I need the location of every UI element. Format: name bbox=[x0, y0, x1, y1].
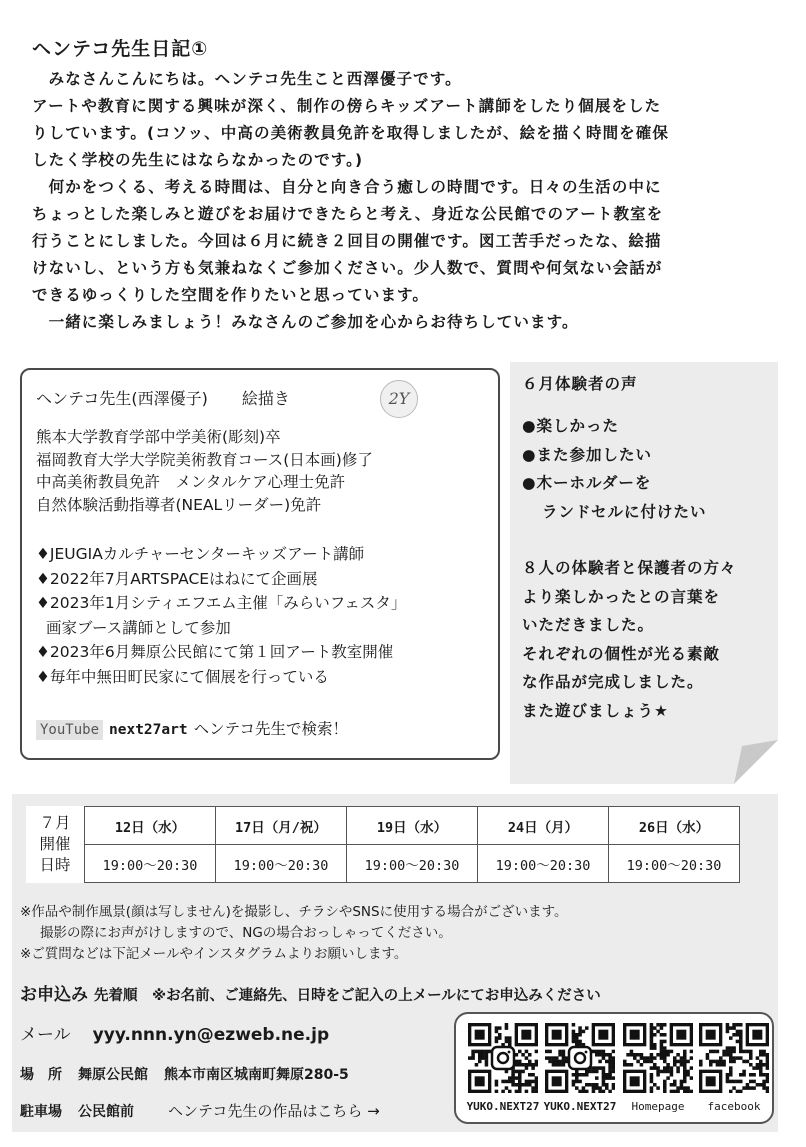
youtube-label: YouTube bbox=[36, 720, 103, 740]
profile-role: 絵描き bbox=[241, 389, 290, 408]
parking-label: 駐車場 bbox=[20, 1104, 62, 1120]
credential-item: 福岡教育大学大学院美術教育コース(日本画)修了 bbox=[36, 450, 373, 469]
voices-message-line: な作品が完成しました。 bbox=[522, 673, 704, 691]
photo-note-sub: 撮影の際にお声がけしますので、NGの場合おっしゃってください。 bbox=[40, 925, 452, 941]
parking-row bbox=[20, 1100, 380, 1121]
profile-box bbox=[20, 368, 500, 760]
signature-stamp: 2Y bbox=[380, 380, 418, 418]
career-item: ♦毎年中無田町民家にて個展を行っている bbox=[36, 667, 329, 686]
qr-code-icon bbox=[699, 1023, 769, 1093]
qr-label: facebook bbox=[707, 1100, 761, 1113]
profile-name: ヘンテコ先生(西澤優子) bbox=[36, 389, 208, 408]
time-cell: 19:00～20:30 bbox=[347, 845, 478, 883]
qr-code-icon bbox=[545, 1023, 615, 1093]
schedule-area bbox=[12, 794, 778, 1132]
credential-item: 熊本大学教育学部中学美術(彫刻)卒 bbox=[36, 428, 281, 446]
intro-line: ちょっとした楽しみと遊びをお届けできたらと考え、身近な公民館でのアート教室を bbox=[32, 205, 664, 223]
month-label-line: 開催 bbox=[39, 835, 71, 853]
date-cell: 17日（月/祝） bbox=[216, 807, 347, 845]
career-list bbox=[36, 542, 406, 689]
career-item: ♦JEUGIAカルチャーセンターキッズアート講師 bbox=[36, 545, 365, 563]
voice-item: ランドセルに付けたい bbox=[542, 502, 707, 521]
email-row bbox=[20, 1020, 329, 1045]
voices-message-line: また遊びましょう★ bbox=[522, 701, 669, 720]
date-cell: 24日（月） bbox=[478, 807, 609, 845]
intro-line: けないし、という方も気兼ねなくご参加ください。少人数で、質問や何気ない会話が bbox=[32, 259, 663, 277]
credentials-list bbox=[36, 426, 373, 516]
intro-line: 一緒に楽しみましょう！みなさんのご参加を心からお待ちしています。 bbox=[32, 313, 579, 331]
youtube-row bbox=[36, 717, 348, 739]
works-text: ヘンテコ先生の作品はこちら → bbox=[168, 1102, 380, 1120]
application-instructions: ※お名前、ご連絡先、日時をご記入の上メールにてお申込みください bbox=[152, 988, 601, 1004]
qr-label: YUKO.NEXT27 bbox=[543, 1100, 617, 1113]
month-label bbox=[26, 807, 85, 883]
parking-location: 公民館前 bbox=[78, 1104, 134, 1120]
email-label: メール bbox=[20, 1025, 71, 1045]
date-cell: 19日（水） bbox=[347, 807, 478, 845]
venue-name: 舞原公民館 bbox=[78, 1067, 148, 1083]
voices-content bbox=[522, 372, 772, 725]
qr-code-homepage[interactable] bbox=[623, 1023, 693, 1093]
schedule-table bbox=[26, 806, 740, 883]
intro-line: みなさんこんにちは。ヘンテコ先生こと西澤優子です。 bbox=[32, 70, 462, 88]
date-cell: 12日（水） bbox=[85, 807, 216, 845]
time-cell: 19:00～20:30 bbox=[85, 845, 216, 883]
qr-panel bbox=[454, 1012, 774, 1124]
venue-row bbox=[20, 1064, 349, 1084]
application-title: お申込み bbox=[20, 985, 88, 1005]
intro-text bbox=[32, 66, 772, 336]
application-order: 先着順 bbox=[94, 988, 138, 1004]
voice-item: ●楽しかった bbox=[522, 417, 620, 435]
profile-header bbox=[36, 386, 290, 409]
email-address-link[interactable]: yyy.nnn.yn@ezweb.ne.jp bbox=[92, 1025, 330, 1045]
venue-label: 場 所 bbox=[20, 1067, 62, 1083]
youtube-search-text: ヘンテコ先生で検索！ bbox=[193, 720, 348, 738]
voices-message-line: ８人の体験者と保護者の方々 bbox=[522, 559, 737, 577]
voices-box bbox=[510, 362, 778, 784]
qr-code-instagram-1[interactable] bbox=[468, 1023, 538, 1093]
qr-code-facebook[interactable] bbox=[699, 1023, 769, 1093]
youtube-channel: next27art bbox=[109, 722, 188, 738]
qr-label: Homepage bbox=[631, 1100, 685, 1113]
voice-item: ●木ーホルダーを bbox=[522, 474, 652, 492]
time-cell: 19:00～20:30 bbox=[216, 845, 347, 883]
venue-address: 熊本市南区城南町舞原280-5 bbox=[164, 1067, 349, 1083]
credential-item: 自然体験活動指導者(NEALリーダー)免許 bbox=[36, 495, 322, 514]
month-label-line: 日時 bbox=[39, 856, 71, 874]
time-cell: 19:00～20:30 bbox=[609, 845, 740, 883]
qr-label: YUKO.NEXT27 bbox=[466, 1100, 540, 1113]
voices-message-line: それぞれの個性が光る素敵 bbox=[522, 644, 721, 663]
qr-code-icon bbox=[468, 1023, 538, 1093]
time-cell: 19:00～20:30 bbox=[478, 845, 609, 883]
month-label-line: ７月 bbox=[39, 814, 71, 832]
career-item: 画家ブース講師として参加 bbox=[46, 618, 231, 637]
notes bbox=[20, 902, 568, 965]
intro-line: アートや教育に関する興味が深く、制作の傍らキッズアート講師をしたり個展をした bbox=[32, 97, 662, 115]
career-item: ♦2022年7月ARTSPACEはねにて企画展 bbox=[36, 569, 318, 588]
qr-code-instagram-2[interactable] bbox=[545, 1023, 615, 1093]
qr-code-icon bbox=[623, 1023, 693, 1093]
voices-message-line: より楽しかったとの言葉を bbox=[522, 587, 721, 606]
voices-message-line: いただきました。 bbox=[522, 616, 655, 634]
intro-line: 何かをつくる、考える時間は、自分と向き合う癒しの時間です。日々の生活の中に bbox=[32, 178, 662, 196]
voices-title: ６月体験者の声 bbox=[522, 375, 638, 393]
intro-line: できるゆっくりした空間を作りたいと思っています。 bbox=[32, 286, 430, 304]
intro-line: りしています。(コソッ、中高の美術教員免許を取得しましたが、絵を描く時間を確保 bbox=[32, 124, 669, 142]
date-cell: 26日（水） bbox=[609, 807, 740, 845]
career-item: ♦2023年1月シティエフエム主催「みらいフェスタ」 bbox=[36, 594, 407, 612]
voice-item: ●また参加したい bbox=[522, 445, 653, 464]
application-row bbox=[20, 980, 601, 1005]
photo-note: ※作品や制作風景(顔は写しません)を撮影し、チラシやSNSに使用する場合がございます。 bbox=[20, 904, 568, 920]
diary-title: ヘンテコ先生日記① bbox=[32, 38, 209, 60]
intro-line: 行うことにしました。今回は６月に続き２回目の開催です。図工苦手だったな、絵描 bbox=[32, 232, 662, 250]
intro-line: したく学校の先生にはならなかったのです。) bbox=[32, 151, 364, 169]
career-item: ♦2023年6月舞原公民館にて第１回アート教室開催 bbox=[36, 643, 394, 661]
voices-message bbox=[522, 554, 772, 725]
credential-item: 中高美術教員免許 メンタルケア心理士免許 bbox=[36, 473, 346, 491]
question-note: ※ご質問などは下記メールやインスタグラムよりお願いします。 bbox=[20, 946, 408, 962]
